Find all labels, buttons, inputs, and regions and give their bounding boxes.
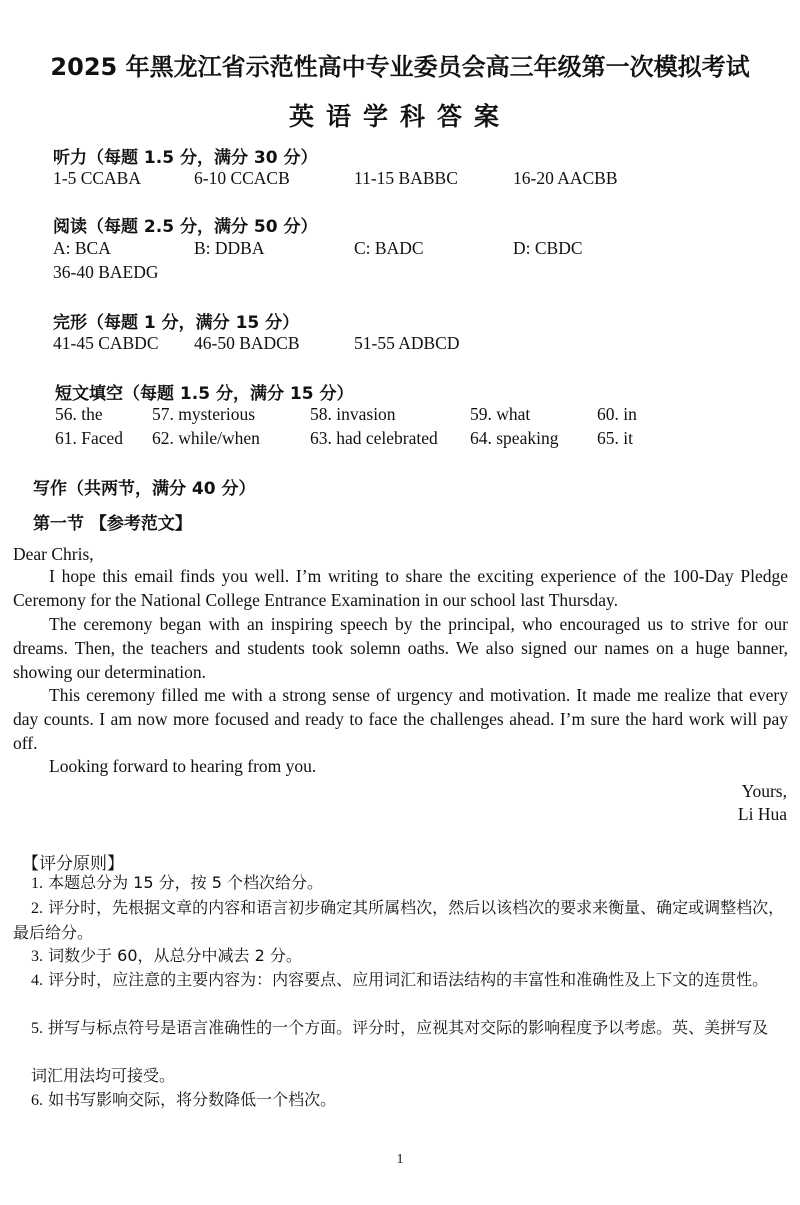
- grading-item: [13, 944, 788, 969]
- cloze-answer: 41-45 CABDC: [53, 333, 159, 353]
- grading-item-text: 拼写与标点符号是语言准确性的一个方面。评分时，应视其对交际的影响程度予以考虑。英、美拼写及: [48, 1018, 769, 1037]
- reading-answer: 36-40 BAEDG: [53, 262, 159, 282]
- letter-paragraph: Looking forward to hearing from you.: [49, 756, 317, 776]
- grading-item: [13, 871, 788, 896]
- grammar-fill-heading: 短文填空（每题 1.5 分，满分 15 分）: [55, 384, 354, 404]
- cloze-answer: 51-55 ADBCD: [354, 333, 460, 353]
- grammar-fill-answer: 61. Faced: [55, 428, 124, 448]
- listening-answer: 11-15 BABBC: [354, 168, 458, 188]
- listening-answer: 6-10 CCACB: [194, 168, 290, 188]
- letter-paragraph: The ceremony began with an inspiring speech by the principal, who encouraged us to strive for our dreams. Then, the teachers and students took solemn oaths. We also signed our names on a huge banner, showing our determination.: [13, 614, 788, 682]
- writing-heading: 写作（共两节，满分 40 分）: [33, 479, 256, 499]
- grading-item: [13, 896, 788, 945]
- grading-item-number: 3.: [31, 948, 43, 965]
- grading-item-text: 评分时，应注意的主要内容为：内容要点、应用词汇和语法结构的丰富性和准确性及上下文的连贯性。: [48, 970, 769, 989]
- grading-heading: 【评分原则】: [22, 854, 124, 874]
- listening-answer: 16-20 AACBB: [513, 168, 618, 188]
- grading-item: [13, 968, 788, 993]
- page-title: 2025 年黑龙江省示范性高中专业委员会高三年级第一次模拟考试: [50, 53, 750, 81]
- letter-signature: Li Hua: [737, 804, 787, 824]
- reading-answer: B: DDBA: [194, 238, 265, 258]
- grading-item-text: 本题总分为 15 分，按 5 个档次给分。: [48, 873, 323, 892]
- reading-answer: A: BCA: [53, 238, 111, 258]
- grading-item-text: 如书写影响交际，将分数降低一个档次。: [48, 1090, 337, 1109]
- reading-answer: D: CBDC: [513, 238, 583, 258]
- grammar-fill-answer: 65. it: [597, 428, 633, 448]
- listening-answer: 1-5 CCABA: [53, 168, 141, 188]
- grading-item: [13, 1016, 788, 1041]
- letter-salutation: Dear Chris,: [13, 544, 94, 564]
- reading-answer: C: BADC: [354, 238, 424, 258]
- grading-item-number: 4.: [31, 972, 43, 989]
- letter-closing: Yours,: [741, 781, 787, 801]
- grammar-fill-answer: 62. while/when: [152, 428, 260, 448]
- grammar-fill-answer: 56. the: [55, 404, 103, 424]
- grading-item-text: 词数少于 60，从总分中减去 2 分。: [48, 946, 302, 965]
- grammar-fill-answer: 57. mysterious: [152, 404, 256, 424]
- grading-item-number: 6.: [31, 1092, 43, 1109]
- page-subtitle: 英语学科答案: [288, 102, 511, 131]
- page-number: 1: [396, 1152, 404, 1167]
- cloze-answer: 46-50 BADCB: [194, 333, 300, 353]
- grading-item-number: 5.: [31, 1020, 43, 1037]
- reading-heading: 阅读（每题 2.5 分，满分 50 分）: [53, 217, 318, 237]
- grammar-fill-answer: 59. what: [470, 404, 531, 424]
- grading-item-continuation: 词汇用法均可接受。: [31, 1066, 176, 1085]
- grading-item-number: 2.: [31, 900, 43, 917]
- grading-item-number: 1.: [31, 875, 43, 892]
- grammar-fill-answer: 64. speaking: [470, 428, 559, 448]
- grading-item-text: 评分时，先根据文章的内容和语言初步确定其所属档次，然后以该档次的要求来衡量、确定或调整档次，最后给分。: [13, 898, 785, 942]
- listening-heading: 听力（每题 1.5 分，满分 30 分）: [53, 148, 318, 168]
- writing-section-heading: 第一节 【参考范文】: [33, 514, 192, 534]
- cloze-heading: 完形（每题 1 分，满分 15 分）: [53, 313, 300, 333]
- letter-paragraph: I hope this email finds you well. I’m writing to share the exciting experience of the 100-Day Pledge Ceremony for the National College Entrance Examination in our school last Thursday.: [13, 566, 788, 610]
- grammar-fill-answer: 63. had celebrated: [310, 428, 438, 448]
- grading-item: [13, 1088, 788, 1113]
- letter-paragraph: This ceremony filled me with a strong sense of urgency and motivation. It made me realize that every day counts. I am now more focused and ready to face the challenges ahead. I’m sure the hard work will pay off.: [13, 685, 788, 753]
- grammar-fill-answer: 58. invasion: [310, 404, 396, 424]
- grammar-fill-answer: 60. in: [597, 404, 637, 424]
